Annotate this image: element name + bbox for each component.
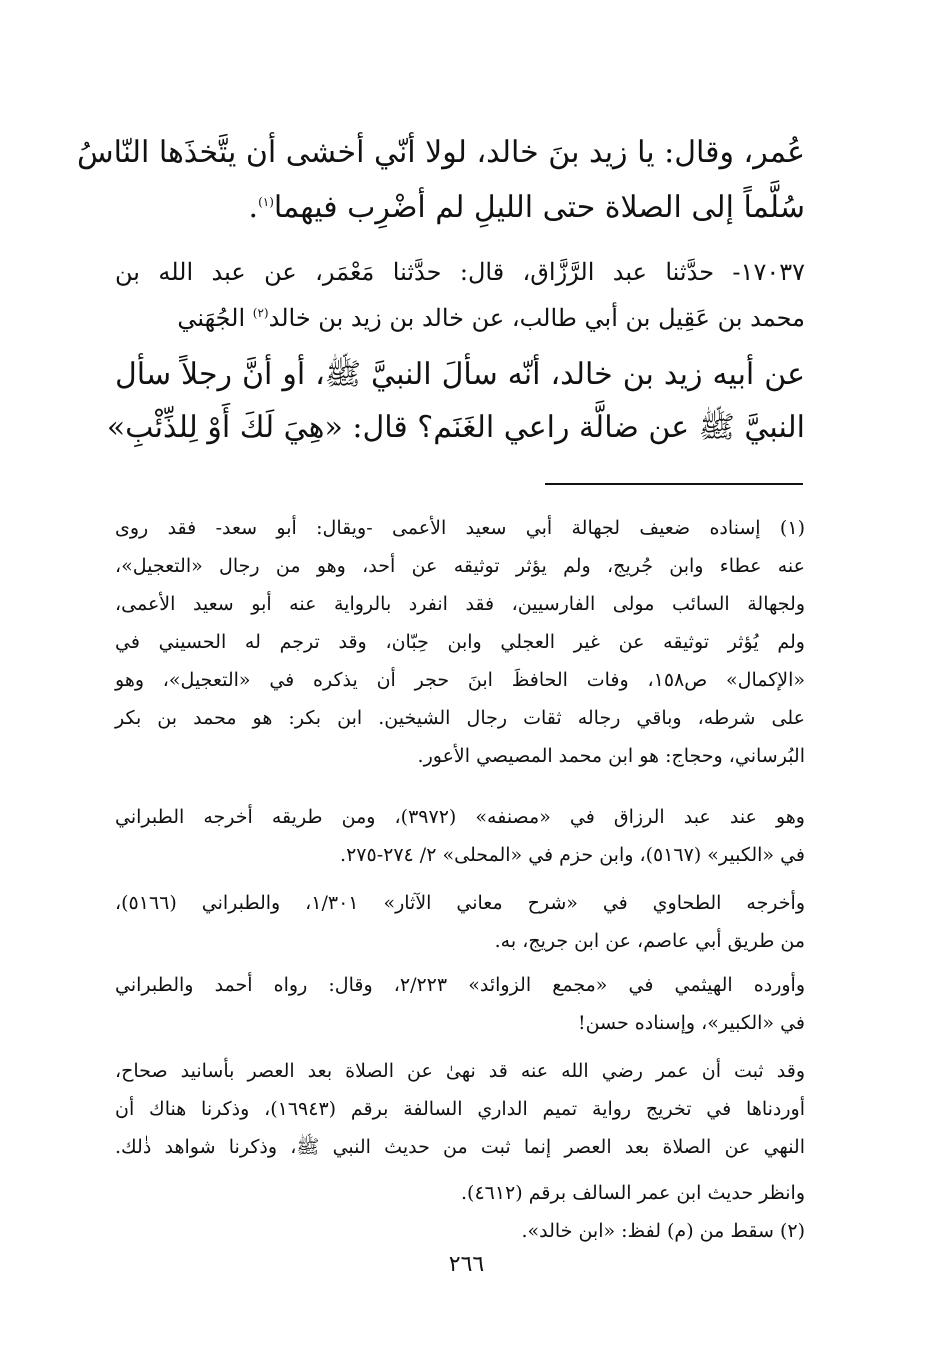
footnote-line: على شرطه، وباقي رجاله ثقات رجال الشيخين. ابن بكر: هو محمد بن بكر bbox=[115, 707, 805, 729]
footnote-line: البُرساني، وحجاج: هو ابن محمد المصيصي الأعور. bbox=[417, 745, 805, 767]
footnote-line: وقد ثبت أن عمر رضي الله عنه قد نهىٰ عن الصلاة بعد العصر بأسانيد صحاح، bbox=[115, 1060, 805, 1082]
body-line: عن أبيه زيد بن خالد، أنّه سألَ النبيَّ ﷺ، أو أنَّ رجلاً سأل bbox=[115, 357, 805, 392]
period: . bbox=[248, 190, 259, 225]
body-line bbox=[115, 185, 805, 231]
footnote-line: النهي عن الصلاة بعد العصر إنما ثبت من حديث النبي ﷺ، وذكرنا شواهد ذٰلك. bbox=[115, 1136, 805, 1158]
body-line: عُمر، وقال: يا زيد بنَ خالد، لولا أنّي أخشى أن يتَّخذَها النّاسُ bbox=[77, 135, 805, 170]
footnote-line: ولم يُؤثر توثيقه عن غير العجلي وابن حِبّان، وقد ترجم له الحسيني في bbox=[115, 631, 805, 653]
footnote-line: وأورده الهيثمي في «مجمع الزوائد» ٢/٢٢٣، وقال: رواه أحمد والطبراني bbox=[115, 974, 805, 996]
hadith-header-line bbox=[115, 298, 805, 338]
footnote-line: وأخرجه الطحاوي في «شرح معاني الآثار» ١/٣٠١، والطبراني (٥١٦٦)، bbox=[115, 892, 805, 914]
footnote-line: وهو عند عبد الرزاق في «مصنفه» (٣٩٧٢)، ومن طريقه أخرجه الطبراني bbox=[115, 806, 805, 828]
footnote-line: عنه عطاء وابن جُريج، ولم يؤثر توثيقه عن أحد، وهو من رجال «التعجيل»، bbox=[115, 555, 805, 577]
footnote-line: «الإكمال» ص١٥٨، وفات الحافظَ ابنَ حجر أن يذكره في «التعجيل»، وهو bbox=[115, 669, 806, 691]
footnote-line: من طريق أبي عاصم، عن ابن جريج، به. bbox=[494, 930, 805, 952]
footnote-line: أوردناها في تخريج رواية تميم الداري السالفة برقم (١٦٩٤٣)، وذكرنا هناك أن bbox=[115, 1098, 806, 1120]
body-line-text: سُلَّماً إلى الصلاة حتى الليلِ لم أضْرِب فيهما bbox=[273, 190, 805, 225]
footnote-line: (٢) سقط من (م) لفظ: «ابن خالد». bbox=[521, 1220, 805, 1242]
footnote-separator bbox=[545, 483, 803, 485]
body-line: النبيَّ ﷺ عن ضالَّة راعي الغَنَم؟ قال: «هِيَ لَكَ أَوْ لِلذِّئْبِ» bbox=[106, 410, 805, 445]
hadith-line-tail: الجُهَني bbox=[177, 304, 246, 332]
footnote-line: في «الكبير» (٥١٦٧)، وابن حزم في «المحلى» ٢/ ٢٧٤-٢٧٥. bbox=[340, 844, 805, 866]
footnote-line: ولجهالة السائب مولى الفارسيين، فقد انفرد بالرواية عنه أبو سعيد الأعمى، bbox=[115, 593, 805, 615]
hadith-line-text: محمد بن عَقِيل بن أبي طالب، عن خالد بن زيد بن خالد bbox=[268, 304, 805, 332]
footnote-line: في «الكبير»، وإسناده حسن! bbox=[577, 1012, 805, 1034]
page-number: ٢٦٦ bbox=[448, 1252, 485, 1277]
footnote-line: وانظر حديث ابن عمر السالف برقم (٤٦١٢). bbox=[460, 1182, 805, 1204]
hadith-header-line: ١٧٠٣٧- حدَّثنا عبد الرَّزَّاق، قال: حدَّثنا مَعْمَر، عن عبد الله بن bbox=[115, 258, 805, 286]
footnote-reference: (٢) bbox=[252, 306, 269, 320]
footnote-line: (١) إسناده ضعيف لجهالة أبي سعيد الأعمى -ويقال: أبو سعد- فقد روى bbox=[115, 517, 805, 539]
footnote-reference: (١) bbox=[258, 195, 274, 209]
